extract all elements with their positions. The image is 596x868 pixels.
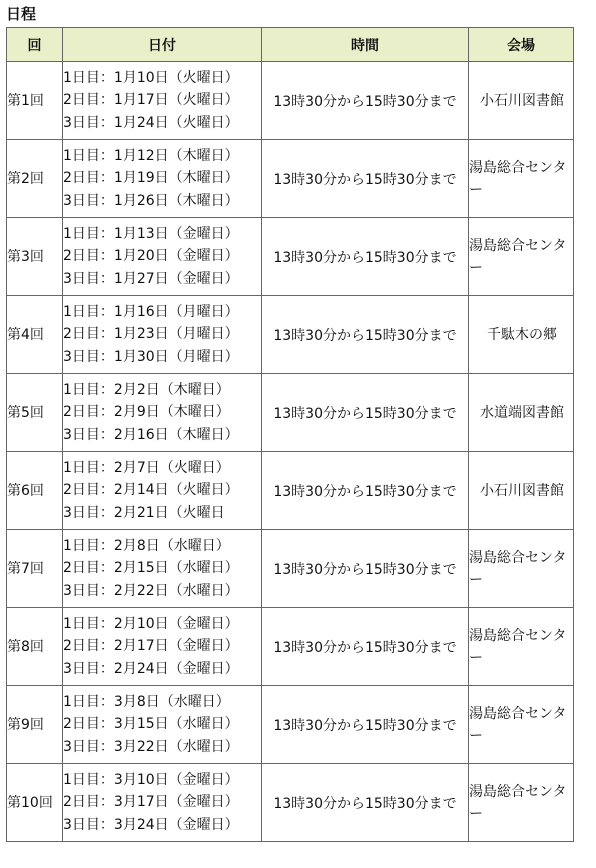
header-date: 日付 — [63, 28, 262, 62]
date-line: 2日目：2月15日（水曜日） — [63, 560, 239, 577]
date-line: 3日目：2月21日（火曜日 — [63, 504, 225, 521]
time-cell: 13時30分から15時30分まで — [262, 296, 469, 374]
venue-cell: 湯島総合センター — [469, 686, 574, 764]
dates-cell — [63, 530, 262, 608]
date-line: 3日目：2月16日（木曜日） — [63, 426, 239, 443]
date-line: 1日目：1月13日（金曜日） — [63, 225, 239, 242]
header-time: 時間 — [262, 28, 469, 62]
time-cell: 13時30分から15時30分まで — [262, 686, 469, 764]
date-line: 3日目：3月24日（金曜日） — [63, 816, 239, 833]
date-line: 1日目：1月10日（火曜日） — [63, 69, 239, 86]
venue-cell: 湯島総合センター — [469, 530, 574, 608]
table-row — [7, 530, 574, 608]
date-line: 2日目：2月17日（金曜日） — [63, 638, 239, 655]
date-line: 2日目：1月23日（月曜日） — [63, 326, 239, 343]
date-line: 1日目：2月10日（金曜日） — [63, 615, 239, 632]
date-line: 1日目：3月8日（水曜日） — [63, 693, 230, 710]
round-cell: 第7回 — [7, 530, 63, 608]
time-cell: 13時30分から15時30分まで — [262, 764, 469, 842]
round-cell: 第9回 — [7, 686, 63, 764]
time-cell: 13時30分から15時30分まで — [262, 608, 469, 686]
date-line: 1日目：2月7日（火曜日） — [63, 459, 230, 476]
venue-cell: 湯島総合センター — [469, 608, 574, 686]
table-row — [7, 374, 574, 452]
date-line: 2日目：2月9日（木曜日） — [63, 404, 230, 421]
date-line: 2日目：1月19日（木曜日） — [63, 170, 239, 187]
table-row — [7, 764, 574, 842]
table-row — [7, 62, 574, 140]
date-line: 1日目：1月16日（月曜日） — [63, 303, 239, 320]
table-row — [7, 686, 574, 764]
header-row — [7, 28, 574, 62]
time-cell: 13時30分から15時30分まで — [262, 452, 469, 530]
dates-cell — [63, 218, 262, 296]
dates-cell — [63, 140, 262, 218]
date-line: 2日目：3月17日（金曜日） — [63, 794, 239, 811]
date-line: 3日目：1月24日（火曜日） — [63, 114, 239, 131]
table-row — [7, 452, 574, 530]
date-line: 3日目：2月24日（金曜日） — [63, 660, 239, 677]
table-header — [7, 28, 574, 62]
venue-cell: 小石川図書館 — [469, 62, 574, 140]
time-cell: 13時30分から15時30分まで — [262, 218, 469, 296]
dates-cell — [63, 608, 262, 686]
schedule-table — [6, 27, 574, 842]
date-line: 2日目：1月17日（火曜日） — [63, 92, 239, 109]
table-row — [7, 296, 574, 374]
table-row — [7, 140, 574, 218]
round-cell: 第3回 — [7, 218, 63, 296]
date-line: 3日目：3月22日（水曜日） — [63, 738, 239, 755]
date-line: 2日目：3月15日（水曜日） — [63, 716, 239, 733]
time-cell: 13時30分から15時30分まで — [262, 62, 469, 140]
section-heading: 日程 — [6, 5, 37, 23]
round-cell: 第6回 — [7, 452, 63, 530]
date-line: 1日目：2月2日（木曜日） — [63, 381, 230, 398]
date-line: 2日目：2月14日（火曜日） — [63, 482, 239, 499]
venue-cell: 千駄木の郷 — [469, 296, 574, 374]
dates-cell — [63, 452, 262, 530]
dates-cell — [63, 296, 262, 374]
header-round: 回 — [7, 28, 63, 62]
date-line: 1日目：3月10日（金曜日） — [63, 771, 239, 788]
time-cell: 13時30分から15時30分まで — [262, 140, 469, 218]
header-venue: 会場 — [469, 28, 574, 62]
date-line: 1日目：1月12日（木曜日） — [63, 147, 239, 164]
round-cell: 第10回 — [7, 764, 63, 842]
dates-cell — [63, 764, 262, 842]
date-line: 3日目：1月27日（金曜日） — [63, 270, 239, 287]
time-cell: 13時30分から15時30分まで — [262, 374, 469, 452]
venue-cell: 水道端図書館 — [469, 374, 574, 452]
date-line: 3日目：1月26日（木曜日） — [63, 192, 239, 209]
table-row — [7, 218, 574, 296]
dates-cell — [63, 62, 262, 140]
round-cell: 第5回 — [7, 374, 63, 452]
date-line: 2日目：1月20日（金曜日） — [63, 248, 239, 265]
date-line: 3日目：2月22日（水曜日） — [63, 582, 239, 599]
dates-cell — [63, 686, 262, 764]
date-line: 1日目：2月8日（水曜日） — [63, 537, 230, 554]
round-cell: 第4回 — [7, 296, 63, 374]
venue-cell: 小石川図書館 — [469, 452, 574, 530]
time-cell: 13時30分から15時30分まで — [262, 530, 469, 608]
date-line: 3日目：1月30日（月曜日） — [63, 348, 239, 365]
table-body — [7, 62, 574, 842]
round-cell: 第8回 — [7, 608, 63, 686]
venue-cell: 湯島総合センター — [469, 218, 574, 296]
dates-cell — [63, 374, 262, 452]
table-row — [7, 608, 574, 686]
venue-cell: 湯島総合センター — [469, 764, 574, 842]
round-cell: 第2回 — [7, 140, 63, 218]
venue-cell: 湯島総合センター — [469, 140, 574, 218]
round-cell: 第1回 — [7, 62, 63, 140]
